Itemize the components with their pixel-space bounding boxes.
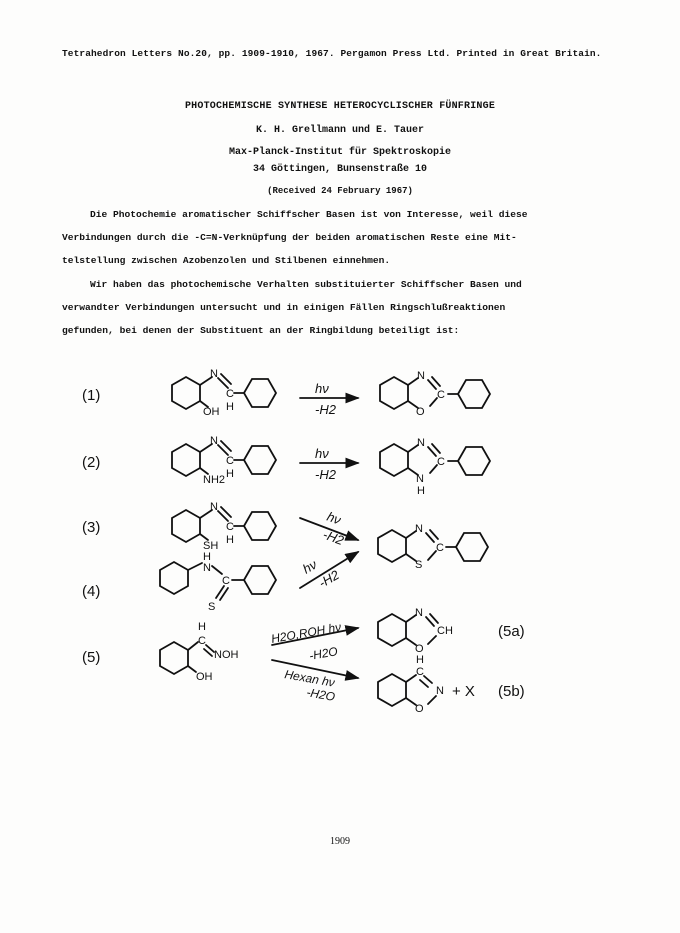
atom-n: N — [417, 437, 425, 449]
condition-hv: hν — [324, 508, 344, 528]
atom-h: H — [417, 485, 425, 497]
plus-x: + X — [452, 683, 475, 700]
atom-c: C — [436, 542, 444, 554]
atom-h: H — [203, 551, 211, 563]
atom-n: N — [203, 562, 211, 574]
article-authors: K. H. Grellmann und E. Tauer — [255, 125, 425, 136]
condition-minus-h2: -H2 — [316, 567, 342, 591]
paragraph-line: verwandter Verbindungen untersucht und in einigen Fällen Ringschlußreaktionen — [62, 302, 506, 313]
paragraph-2 — [62, 279, 630, 348]
condition-hexan-hv: Hexan hν — [283, 667, 336, 690]
atom-h: H — [226, 401, 234, 413]
atom-h: H — [226, 534, 234, 546]
received-date: (Received 24 February 1967) — [267, 186, 413, 196]
atom-h: H — [416, 654, 424, 666]
benzene-ring — [378, 674, 406, 706]
atom-c: C — [437, 456, 445, 468]
atom-h: H — [226, 468, 234, 480]
paragraph-line: Die Photochemie aromatischer Schiffscher Basen ist von Interesse, weil diese — [90, 209, 528, 220]
product-label-5a: (5a) — [498, 623, 525, 640]
product-label-5b: (5b) — [498, 683, 525, 700]
paragraph-line: gefunden, bei denen der Substituent an der Ringbildung beteiligt ist: — [62, 325, 460, 336]
page-number: 1909 — [330, 836, 350, 847]
atom-o: O — [415, 643, 424, 655]
phenyl-ring — [244, 512, 276, 540]
condition-hv: hν — [300, 556, 320, 577]
phenyl-ring — [458, 380, 490, 408]
compound-label: (3) — [82, 519, 101, 536]
atom-noh: NOH — [214, 649, 239, 661]
atom-s: S — [208, 601, 216, 613]
condition-hv: hν — [315, 381, 329, 396]
atom-c: C — [226, 388, 234, 400]
condition-minus-h2o: -H2O — [308, 644, 339, 663]
atom-o: O — [415, 703, 424, 715]
compound-label: (1) — [82, 387, 101, 404]
benzene-ring — [378, 530, 406, 562]
article-title: PHOTOCHEMISCHE SYNTHESE HETEROCYCLISCHER FÜNFRINGE — [184, 101, 496, 112]
benzene-ring — [172, 444, 200, 476]
condition-minus-h2: -H2 — [320, 526, 346, 548]
condition-minus-h2: -H2 — [315, 402, 336, 417]
benzene-ring — [380, 444, 408, 476]
atom-c: C — [416, 666, 424, 678]
compound-label: (2) — [82, 454, 101, 471]
atom-n: N — [210, 435, 218, 447]
journal-citation: Tetrahedron Letters No.20, pp. 1909-1910, 1967. Pergamon Press Ltd. Printed in Great Britain. — [62, 48, 602, 59]
benzene-ring — [172, 377, 200, 409]
atom-n: N — [415, 523, 423, 535]
condition-minus-h2: -H2 — [315, 467, 336, 482]
benzene-ring — [160, 642, 188, 674]
paragraph-line: Verbindungen durch die -C=N-Verknüpfung der beiden aromatischen Reste eine Mit- — [62, 232, 517, 243]
atom-sh: SH — [203, 540, 219, 552]
atom-c: C — [198, 635, 206, 647]
condition-h2o-roh: H2O,ROH hν — [270, 619, 343, 646]
atom-h: H — [198, 621, 206, 633]
atom-s: S — [415, 559, 423, 571]
phenyl-ring — [456, 533, 488, 561]
condition-minus-h2o: -H2O — [305, 685, 337, 704]
atom-n: N — [436, 685, 444, 697]
atom-n: N — [210, 368, 218, 380]
phenyl-ring — [244, 379, 276, 407]
atom-n: N — [210, 501, 218, 513]
atom-c: C — [437, 389, 445, 401]
benzene-ring — [160, 562, 188, 594]
atom-oh: OH — [196, 671, 213, 683]
institute: Max-Planck-Institut für Spektroskopie — [228, 147, 452, 158]
benzene-ring — [378, 614, 406, 646]
atom-ch: CH — [437, 625, 453, 637]
paragraph-line: Wir haben das photochemische Verhalten substituierter Schiffscher Basen und — [90, 279, 522, 290]
compound-label: (4) — [82, 583, 101, 600]
atom-nh2: NH2 — [203, 474, 226, 486]
compound-label: (5) — [82, 649, 101, 666]
atom-c: C — [222, 575, 230, 587]
phenyl-ring — [244, 446, 276, 474]
paragraph-1 — [62, 209, 630, 278]
paragraph-line: telstellung zwischen Azobenzolen und Stilbenen einnehmen. — [62, 255, 391, 266]
atom-n: N — [415, 607, 423, 619]
atom-oh: OH — [203, 406, 220, 418]
atom-n: N — [416, 473, 424, 485]
address: 34 Göttingen, Bunsenstraße 10 — [252, 164, 428, 175]
atom-c: C — [226, 455, 234, 467]
atom-n: N — [417, 370, 425, 382]
phenyl-ring — [244, 566, 276, 594]
atom-o: O — [416, 406, 425, 418]
reaction-scheme — [60, 360, 620, 730]
atom-c: C — [226, 521, 234, 533]
benzene-ring — [172, 510, 200, 542]
condition-hv: hν — [315, 446, 329, 461]
phenyl-ring — [458, 447, 490, 475]
benzene-ring — [380, 377, 408, 409]
